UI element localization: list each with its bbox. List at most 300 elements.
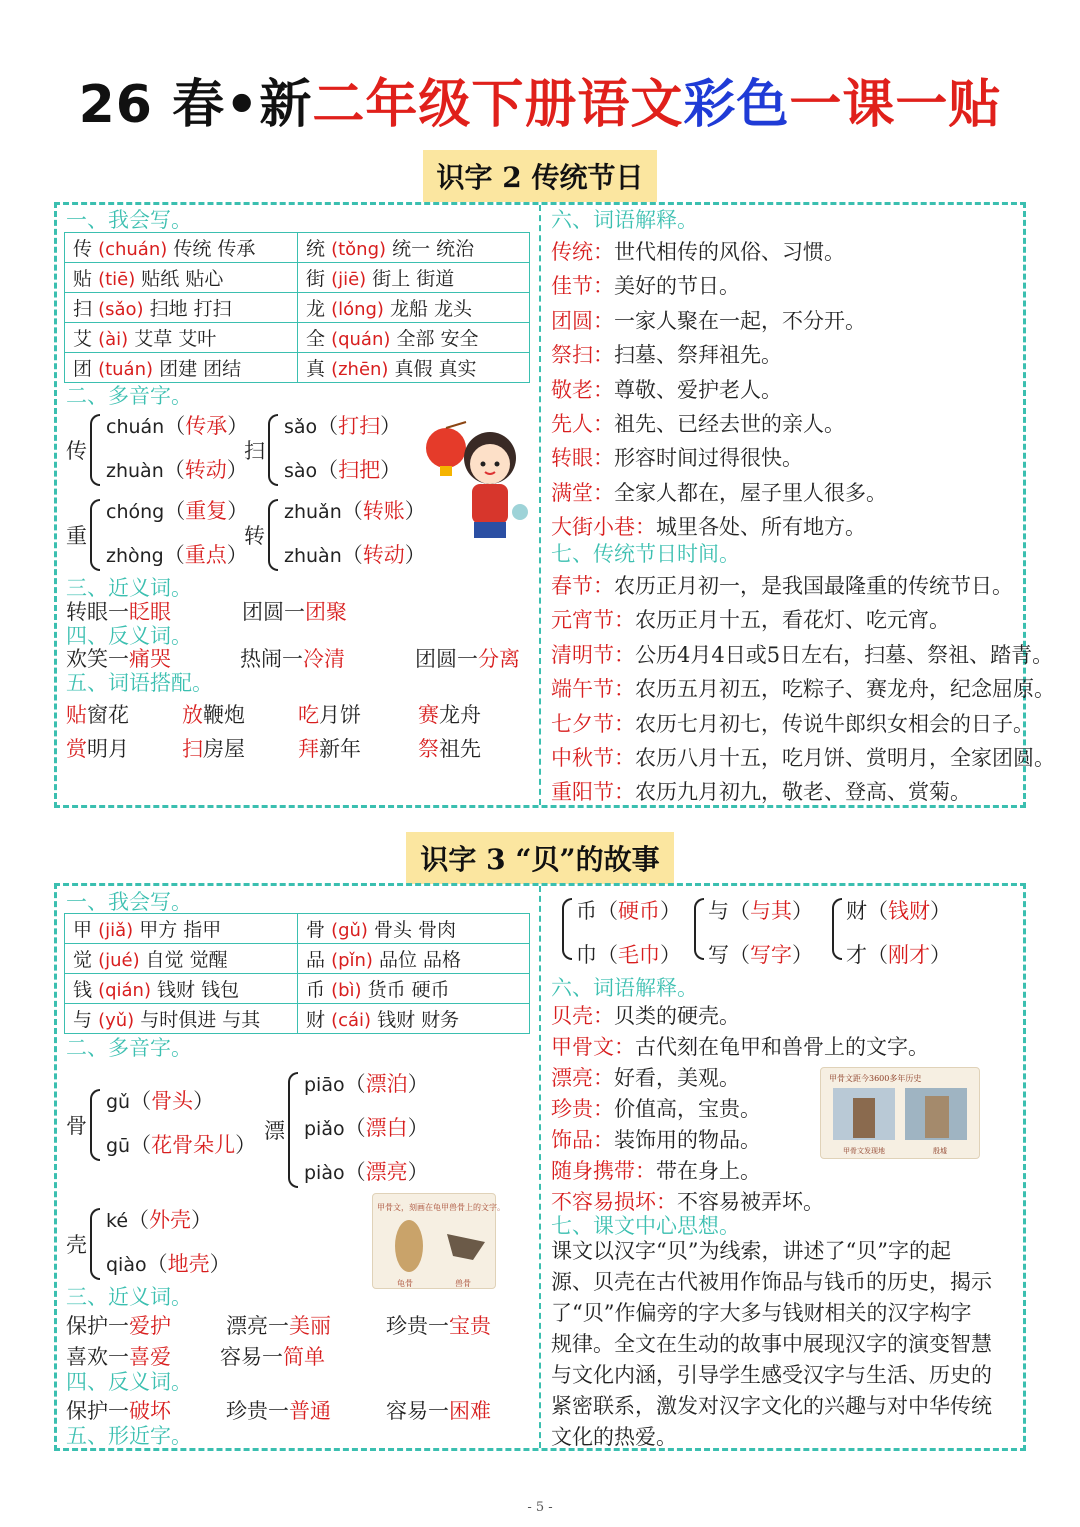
syn-a: 喜欢一 — [66, 1345, 129, 1369]
poly-reading: zhuàn（转动） — [284, 543, 426, 567]
definition — [551, 374, 782, 404]
l3-antonym — [386, 1395, 491, 1425]
definition — [551, 511, 866, 541]
word-char: 真 — [306, 358, 326, 380]
word-pinyin: (cái) — [331, 1010, 372, 1031]
collocation-noun: 龙舟 — [439, 703, 481, 727]
lantern-icon — [426, 428, 466, 468]
definition-text: 美好的节日。 — [614, 274, 740, 299]
definition — [551, 236, 845, 266]
word-pinyin: (chuán) — [98, 239, 168, 260]
l3-heading-write: 一、我会写。 — [66, 890, 192, 914]
l2-heading-festivals: 七、传统节日时间。 — [551, 542, 740, 566]
word-char: 品 — [306, 949, 326, 971]
l3-synonym — [220, 1341, 325, 1371]
pic1-right-label: 兽骨 — [455, 1279, 471, 1288]
poly-word: 重点 — [184, 543, 227, 567]
word-cell — [65, 293, 298, 323]
poly-pinyin: qiào — [106, 1254, 147, 1276]
summary-line: 课文以汉字“贝”为线索，讲述了“贝”字的起 — [551, 1239, 951, 1263]
l2-heading-synonym: 三、近义词。 — [66, 576, 192, 600]
lesson3-divider — [539, 886, 541, 1448]
word-cell — [298, 263, 530, 293]
definition-term: 大街小巷： — [551, 515, 656, 540]
word-cell — [65, 974, 298, 1004]
similar-char-text: 才 — [846, 943, 867, 967]
similar-char: 币（硬币） — [576, 899, 681, 923]
poly-pinyin: chóng — [106, 501, 165, 523]
definition-term: 元宵节： — [551, 608, 635, 633]
title-part2: 二年级下册语文 — [312, 75, 684, 135]
definition — [551, 570, 1013, 600]
l2-ant-2: 团圆一分离 — [415, 647, 520, 671]
poly-reading: piào（漂亮） — [304, 1160, 429, 1184]
word-pinyin: (jiē) — [331, 269, 367, 290]
lesson3-title: 识字 3 “贝”的故事 — [406, 832, 673, 884]
poly-reading: gū（花骨朵儿） — [106, 1133, 257, 1157]
oracle-bone-picture — [372, 1193, 505, 1289]
definition-term: 漂亮： — [551, 1066, 614, 1090]
summary-line: 紧密联系，激发对汉字文化的兴趣与对中华传统 — [551, 1394, 992, 1418]
collocation-noun: 房屋 — [203, 737, 245, 761]
poly-pinyin: chuán — [106, 416, 165, 438]
syn-a: 容易一 — [220, 1345, 283, 1369]
poly-char-text: 骨 — [66, 1114, 87, 1138]
definition — [551, 639, 1053, 669]
similar-word: 毛巾 — [618, 943, 660, 967]
similar-word: 与其 — [750, 899, 792, 923]
brace — [90, 499, 100, 571]
definition-text: 贝类的硬壳。 — [614, 1004, 740, 1028]
definition-text: 农历正月初一，是我国最隆重的传统节日。 — [614, 574, 1013, 598]
definition-term: 春节： — [551, 574, 614, 598]
page-title — [0, 62, 1080, 137]
syn-a: 保护一 — [66, 1314, 129, 1338]
collocation-verb: 放 — [182, 703, 203, 727]
word-char: 街 — [306, 268, 326, 290]
poly-pinyin: gǔ — [106, 1091, 131, 1113]
definition-term: 珍贵： — [551, 1097, 614, 1121]
l2-ant-1: 热闹一冷清 — [240, 647, 345, 671]
definition-term: 先人： — [551, 412, 614, 436]
definition — [551, 776, 971, 806]
word-examples: 钱财 财务 — [377, 1009, 460, 1031]
definition-text: 不容易被弄坏。 — [677, 1190, 824, 1214]
syn-b: 喜爱 — [129, 1345, 171, 1369]
ant-b: 困难 — [449, 1399, 491, 1423]
definition-text: 好看，美观。 — [614, 1066, 740, 1090]
l3-heading-synonym: 三、近义词。 — [66, 1285, 192, 1309]
l3-heading-definitions: 六、词语解释。 — [551, 976, 698, 1000]
word-row — [65, 944, 530, 974]
word-examples: 真假 真实 — [394, 358, 477, 380]
definition-term: 佳节： — [551, 274, 614, 299]
word-pinyin: (tǒng) — [331, 239, 387, 260]
poly-char — [66, 520, 87, 550]
definition-text: 公历4月4日或5日左右，扫墓、祭祖、踏青。 — [635, 642, 1054, 667]
definition-text: 世代相传的风俗、习惯。 — [614, 240, 845, 264]
poly-word: 外壳 — [149, 1208, 192, 1232]
word-row — [65, 263, 530, 293]
poly-word: 漂亮 — [365, 1160, 408, 1184]
word-pinyin: (jué) — [98, 950, 140, 971]
poly-char — [66, 1110, 87, 1140]
l3-word-table — [64, 913, 530, 1034]
word-pinyin: (tuán) — [98, 359, 154, 380]
l2-syn-0: 转眼一眨眼 — [66, 600, 171, 624]
definition — [551, 305, 866, 335]
collocation-noun: 祖先 — [439, 737, 481, 761]
poly-reading: zhuǎn（转账） — [284, 499, 426, 523]
definition-term: 贝壳： — [551, 1004, 614, 1028]
poly-pinyin: sào — [284, 460, 318, 482]
word-examples: 团建 团结 — [159, 358, 242, 380]
collocation-noun: 明月 — [87, 737, 129, 761]
brace — [268, 414, 278, 486]
word-char: 艾 — [73, 328, 93, 350]
poly-pinyin: zhòng — [106, 545, 164, 567]
word-char: 贴 — [73, 268, 93, 290]
poly-pinyin: gū — [106, 1135, 131, 1157]
word-pinyin: (jiǎ) — [98, 920, 134, 941]
similar-char-text: 巾 — [576, 943, 597, 967]
poly-word: 扫把 — [338, 458, 381, 482]
word-pinyin: (pǐn) — [331, 950, 373, 971]
poly-char — [66, 435, 87, 465]
poly-char-text: 漂 — [264, 1119, 285, 1143]
pic1-caption: 甲骨文，刻画在龟甲兽骨上的文字。 — [377, 1203, 505, 1212]
similar-char-text: 写 — [708, 943, 729, 967]
definition-text: 尊敬、爱护老人。 — [614, 377, 782, 402]
definition-text: 价值高，宝贵。 — [614, 1097, 761, 1121]
poly-pinyin: piǎo — [304, 1118, 345, 1140]
collocation-verb: 扫 — [182, 737, 203, 761]
definition-text: 带在身上。 — [656, 1159, 761, 1183]
word-cell — [298, 233, 530, 263]
collocation-verb: 赛 — [418, 703, 439, 727]
lesson2-title: 识字 2 传统节日 — [423, 150, 658, 202]
definition-text: 扫墓、祭拜祖先。 — [614, 343, 782, 368]
l2-heading-definitions: 六、词语解释。 — [551, 208, 698, 232]
poly-char-text: 扫 — [244, 439, 265, 463]
l3-heading-polyphone: 二、多音字。 — [66, 1036, 192, 1060]
word-examples: 扫地 打扫 — [149, 298, 232, 320]
word-examples: 传统 传承 — [173, 238, 256, 260]
definition-term: 满堂： — [551, 480, 614, 505]
summary-line: 了“贝”作偏旁的字大多与钱财相关的汉字构字 — [551, 1301, 972, 1325]
word-row — [65, 974, 530, 1004]
poly-reading: ké（外壳） — [106, 1208, 213, 1232]
l2-word-table — [64, 232, 530, 383]
word-examples: 钱财 钱包 — [157, 979, 240, 1001]
definition — [551, 1031, 929, 1061]
poly-word: 重复 — [185, 499, 228, 523]
similar-word: 硬币 — [618, 899, 660, 923]
lesson2-divider — [539, 205, 541, 805]
poly-reading: zhòng（重点） — [106, 543, 248, 567]
definition-text: 农历八月十五，吃月饼、赏明月，全家团圆。 — [635, 746, 1055, 770]
collocation — [182, 699, 245, 729]
l2-syn-1: 团圆一团聚 — [242, 600, 347, 624]
l3-heading-summary: 七、课文中心思想。 — [551, 1214, 740, 1238]
word-pinyin: (qián) — [98, 980, 151, 1001]
title-part4: 一课一贴 — [789, 75, 1002, 135]
definition-text: 一家人聚在一起，不分开。 — [614, 308, 866, 333]
word-char: 统 — [306, 238, 326, 260]
definition-text: 农历九月初九，敬老、登高、赏菊。 — [635, 780, 971, 805]
poly-reading: zhuàn（转动） — [106, 458, 248, 482]
definition — [551, 1062, 740, 1092]
word-pinyin: (quán) — [331, 329, 391, 350]
word-cell — [298, 323, 530, 353]
poly-pinyin: zhuǎn — [284, 501, 342, 523]
poly-char-text: 壳 — [66, 1233, 87, 1257]
word-row — [65, 914, 530, 944]
brace — [268, 499, 278, 571]
word-pinyin: (zhēn) — [331, 359, 389, 380]
l3-heading-antonym: 四、反义词。 — [66, 1370, 192, 1394]
definition-term: 甲骨文： — [551, 1035, 635, 1059]
word-cell — [65, 263, 298, 293]
word-cell — [298, 944, 530, 974]
word-char: 扫 — [73, 298, 93, 320]
ant-a: 容易一 — [386, 1399, 449, 1423]
ant-a: 珍贵一 — [226, 1399, 289, 1423]
l2-heading-antonym: 四、反义词。 — [66, 624, 192, 648]
similar-word: 刚才 — [888, 943, 930, 967]
collocation-verb: 吃 — [298, 703, 319, 727]
word-row — [65, 323, 530, 353]
poly-pinyin: sǎo — [284, 416, 318, 438]
poly-word: 打扫 — [338, 414, 381, 438]
syn-b: 美丽 — [289, 1314, 331, 1338]
collocation-verb: 贴 — [66, 703, 87, 727]
collocation — [66, 699, 129, 729]
word-pinyin: (ài) — [98, 329, 129, 350]
definition — [551, 408, 845, 438]
definition — [551, 1000, 740, 1030]
poly-char — [244, 435, 265, 465]
collocation-verb: 赏 — [66, 737, 87, 761]
l2-ant-0: 欢笑一痛哭 — [66, 647, 171, 671]
word-pinyin: (bì) — [331, 980, 362, 1001]
brace — [832, 898, 842, 960]
definition — [551, 477, 887, 507]
word-char: 龙 — [306, 298, 326, 320]
word-pinyin: (tiē) — [98, 269, 136, 290]
collocation — [418, 699, 481, 729]
oracle-site-picture — [820, 1067, 980, 1159]
stone-monument-icon — [831, 1086, 971, 1142]
page-number: - 5 - — [527, 1500, 553, 1515]
poly-reading: gǔ（骨头） — [106, 1089, 215, 1113]
definition-term: 端午节： — [551, 677, 635, 702]
brace — [90, 1208, 100, 1280]
word-pinyin: (lóng) — [331, 299, 384, 320]
brace — [90, 414, 100, 486]
poly-word: 转账 — [362, 499, 405, 523]
word-cell — [65, 353, 298, 383]
definition-term: 随身携带： — [551, 1159, 656, 1183]
syn-a: 珍贵一 — [386, 1314, 449, 1338]
definition-term: 饰品： — [551, 1128, 614, 1152]
summary-line: 与文化内涵，引导学生感受汉字与生活、历史的 — [551, 1363, 992, 1387]
definition-text: 古代刻在龟甲和兽骨上的文字。 — [635, 1035, 929, 1059]
l3-synonym — [386, 1310, 491, 1340]
poly-pinyin: ké — [106, 1210, 129, 1232]
l3-synonym — [226, 1310, 331, 1340]
collocation — [66, 733, 129, 763]
word-examples: 全部 安全 — [396, 328, 479, 350]
word-examples: 艾草 艾叶 — [134, 328, 217, 350]
poly-pinyin: zhuàn — [284, 545, 342, 567]
l3-heading-similar: 五、形近字。 — [66, 1424, 192, 1448]
collocation-noun: 月饼 — [319, 703, 361, 727]
word-cell — [298, 1004, 530, 1034]
definition-text: 农历七月初七，传说牛郎织女相会的日子。 — [635, 711, 1034, 736]
summary-line: 文化的热爱。 — [551, 1425, 677, 1449]
definition — [551, 1155, 761, 1185]
poly-word: 转动 — [184, 458, 227, 482]
word-cell — [65, 944, 298, 974]
poly-word: 传承 — [185, 414, 228, 438]
poly-word: 漂白 — [365, 1116, 408, 1140]
definition-text: 农历正月十五，看花灯、吃元宵。 — [635, 608, 950, 633]
poly-pinyin: piào — [304, 1162, 345, 1184]
collocation-verb: 拜 — [298, 737, 319, 761]
definition — [551, 708, 1034, 738]
word-char: 觉 — [73, 949, 93, 971]
poly-reading: chóng（重复） — [106, 499, 249, 523]
word-pinyin: (gǔ) — [331, 920, 368, 941]
poly-char-text: 转 — [244, 524, 265, 548]
l2-heading-write: 一、我会写。 — [66, 208, 192, 232]
collocation — [298, 733, 361, 763]
definition-term: 转眼： — [551, 446, 614, 471]
word-cell — [298, 293, 530, 323]
word-examples: 统一 统治 — [392, 238, 475, 260]
collocation — [298, 699, 361, 729]
word-examples: 品位 品格 — [379, 949, 462, 971]
poly-char-text: 重 — [66, 524, 87, 548]
similar-char: 才（刚才） — [846, 943, 951, 967]
word-char: 币 — [306, 979, 326, 1001]
l3-synonym — [66, 1310, 171, 1340]
poly-reading: piǎo（漂白） — [304, 1116, 429, 1140]
definition-term: 中秋节： — [551, 746, 635, 770]
word-row — [65, 353, 530, 383]
poly-reading: qiào（地壳） — [106, 1252, 231, 1276]
poly-word: 花骨朵儿 — [151, 1133, 236, 1157]
word-cell — [298, 353, 530, 383]
girl-lantern-illustration — [418, 420, 536, 550]
word-char: 传 — [73, 238, 93, 260]
brace — [288, 1072, 298, 1188]
poly-reading: chuán（传承） — [106, 414, 249, 438]
title-part3: 彩色 — [683, 75, 790, 135]
ant-a: 保护一 — [66, 1399, 129, 1423]
word-char: 钱 — [73, 979, 93, 1001]
word-examples: 贴纸 贴心 — [141, 268, 224, 290]
collocation-noun: 新年 — [319, 737, 361, 761]
definition — [551, 442, 803, 472]
syn-b: 宝贵 — [449, 1314, 491, 1338]
poly-char — [264, 1115, 285, 1145]
definition-text: 全家人都在，屋子里人很多。 — [614, 480, 887, 505]
lesson2-title-wrap — [0, 150, 1080, 202]
title-part1: 26 春•新 — [78, 75, 313, 135]
syn-a: 漂亮一 — [226, 1314, 289, 1338]
definition-term: 清明节： — [551, 642, 635, 667]
word-examples: 甲方 指甲 — [139, 919, 222, 941]
word-char: 与 — [73, 1009, 93, 1031]
poly-word: 转动 — [362, 543, 405, 567]
definition-text: 形容时间过得很快。 — [614, 446, 803, 471]
collocation-noun: 窗花 — [87, 703, 129, 727]
word-examples: 货币 硬币 — [367, 979, 450, 1001]
poly-char-text: 传 — [66, 439, 87, 463]
definition-term: 重阳节： — [551, 780, 635, 805]
definition-term: 团圆： — [551, 308, 614, 333]
poly-word: 地壳 — [167, 1252, 210, 1276]
word-row — [65, 293, 530, 323]
ant-b: 普通 — [289, 1399, 331, 1423]
definition-text: 祖先、已经去世的亲人。 — [614, 412, 845, 436]
collocation — [182, 733, 245, 763]
word-row — [65, 233, 530, 263]
poly-pinyin: piāo — [304, 1074, 345, 1096]
pic2-title: 甲骨文距今3600多年历史 — [829, 1074, 922, 1083]
ant-b: 破坏 — [129, 1399, 171, 1423]
collocation — [418, 733, 481, 763]
similar-char: 与（与其） — [708, 899, 813, 923]
brace — [562, 898, 572, 960]
similar-word: 钱财 — [888, 899, 930, 923]
definition-text: 城里各处、所有地方。 — [656, 515, 866, 540]
word-examples: 龙船 龙头 — [390, 298, 473, 320]
definition — [551, 270, 740, 300]
summary-line: 源、贝壳在古代被用作饰品与钱币的历史，揭示 — [551, 1270, 992, 1294]
similar-char: 写（写字） — [708, 943, 813, 967]
definition-text: 农历五月初五，吃粽子、赛龙舟，纪念屈原。 — [635, 677, 1055, 702]
summary-line: 规律。全文在生动的故事中展现汉字的演变智慧 — [551, 1332, 992, 1356]
word-examples: 自觉 觉醒 — [145, 949, 228, 971]
poly-pinyin: zhuàn — [106, 460, 164, 482]
pic2-left-label: 甲骨文发现地 — [843, 1147, 885, 1155]
word-cell — [298, 914, 530, 944]
word-cell — [65, 1004, 298, 1034]
poly-char — [66, 1229, 87, 1259]
lesson3-title-wrap — [0, 832, 1080, 884]
word-char: 甲 — [73, 919, 93, 941]
l3-antonym — [226, 1395, 331, 1425]
pic1-left-label: 龟骨 — [397, 1279, 413, 1288]
word-row — [65, 1004, 530, 1034]
word-char: 团 — [73, 358, 93, 380]
definition — [551, 1124, 761, 1154]
pic2-right-label: 殷墟 — [933, 1147, 947, 1155]
l2-heading-collocation: 五、词语搭配。 — [66, 671, 213, 695]
definition-term: 传统： — [551, 240, 614, 264]
poly-reading: sào（扫把） — [284, 458, 402, 482]
word-examples: 骨头 骨肉 — [374, 919, 457, 941]
poly-reading: sǎo（打扫） — [284, 414, 402, 438]
word-char: 财 — [306, 1009, 326, 1031]
syn-b: 爱护 — [129, 1314, 171, 1338]
brace — [90, 1089, 100, 1161]
word-pinyin: (sǎo) — [98, 299, 144, 320]
similar-char: 财（钱财） — [846, 899, 951, 923]
